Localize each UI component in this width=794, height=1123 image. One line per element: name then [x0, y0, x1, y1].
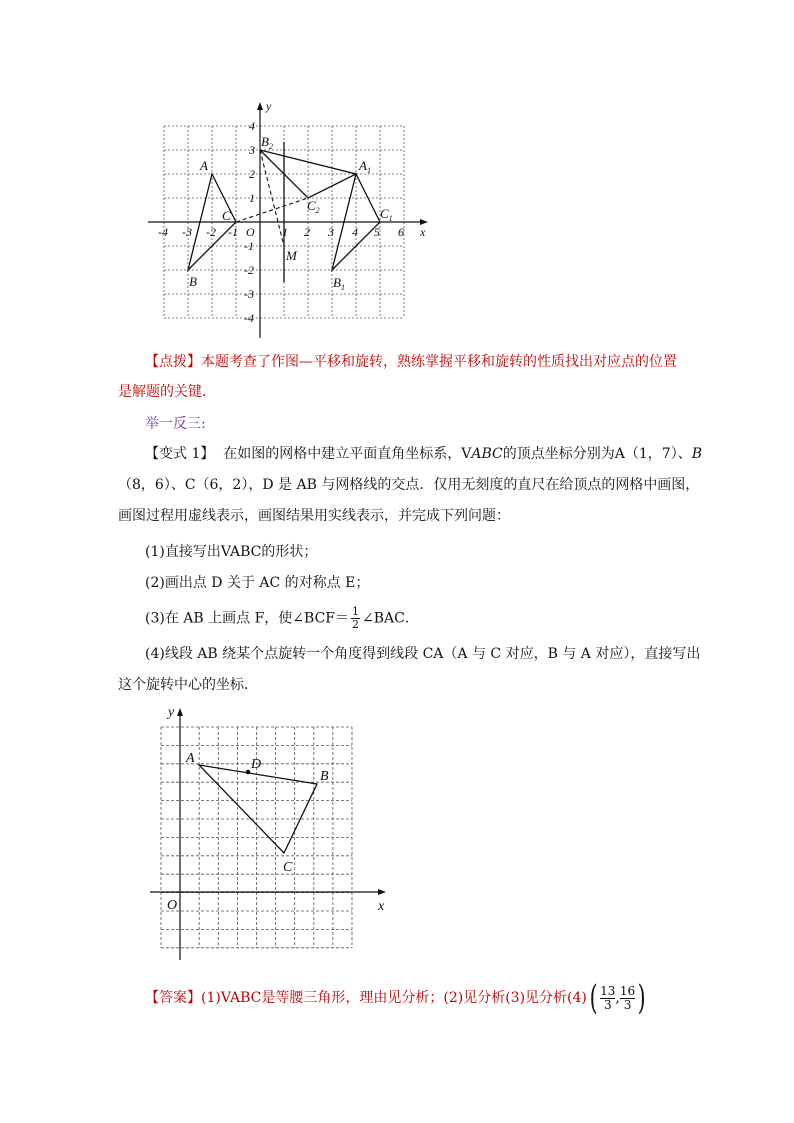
y-tick-label: 4 [249, 119, 255, 133]
answer-fraction-x: $\frac{13}{3}$ [600, 983, 616, 1012]
question-2: (2)画出点 D 关于 AC 的对称点 E； [145, 575, 370, 591]
point-label-a: A [200, 158, 208, 173]
y-tick-label: 3 [249, 143, 255, 157]
answer-line [145, 976, 648, 1020]
figure-2-coordinate-grid [145, 700, 405, 965]
y-tick-label: 2 [249, 167, 255, 181]
variant-line-2: （8，6）、C（6，2），D 是 AB 与网格线的交点．仅用无刻度的直尺在给顶点的网格中画图， [118, 477, 700, 493]
one-half-fraction: $\frac{1}{2}$ [352, 605, 359, 631]
question-4-line-2: 这个旋转中心的坐标． [118, 677, 258, 693]
q3-prefix: (3)在 AB 上画点 F，使∠BCF＝ [145, 610, 349, 627]
point-label-b2: $B_2$ [261, 134, 273, 151]
q1-triangle: VABC [220, 544, 262, 560]
question-4-line-1: (4)线段 AB 绕某个点旋转一个角度得到线段 CA（A 与 C 对应，B 与 A 对应），直接写出 [145, 646, 701, 662]
figure-1-coordinate-grid [140, 92, 440, 342]
x-tick-label: 6 [398, 225, 404, 239]
x-tick-label: 2 [304, 225, 310, 239]
x-tick-label: -2 [206, 225, 216, 239]
tip-line-1 [145, 352, 677, 372]
x-axis-label: x [420, 225, 426, 239]
section-title: 举一反三: [145, 416, 206, 432]
answer-right-paren: ) [637, 978, 646, 1018]
y-tick-label: -3 [244, 287, 254, 301]
q1-suffix: 的形状； [261, 544, 318, 560]
coord-a: A（1，7）、 [614, 446, 692, 462]
point-label-b: B [320, 769, 329, 784]
tip-line-2: 是解题的关键． [118, 384, 216, 400]
y-tick-label: -1 [244, 239, 254, 253]
y-tick-label: 1 [249, 191, 255, 205]
variant-text: 的顶点坐标分别为 [502, 446, 615, 462]
answer-text: 是等腰三角形，理由见分析；(2)见分析(3)见分析(4) [261, 990, 587, 1006]
x-tick-label: -4 [158, 225, 168, 239]
y-tick-label: -4 [244, 311, 254, 325]
answer-comma: , [615, 990, 620, 1006]
point-label-c2: $C_2$ [307, 198, 320, 215]
variant-text: 在如图的网格中建立平面直角坐标系， [223, 446, 462, 462]
variant-line-1 [145, 444, 702, 464]
point-label-b: B [189, 274, 197, 289]
x-tick-label: 3 [328, 225, 334, 239]
origin-label: O [246, 225, 255, 239]
q3-suffix: ∠BAC． [362, 610, 419, 627]
y-axis-label: y [168, 705, 175, 720]
question-1 [145, 542, 317, 562]
answer-triangle: VABC [220, 990, 262, 1006]
answer-text: (1) [201, 990, 221, 1006]
answer-left-paren: ( [589, 978, 598, 1018]
point-label-a: A [186, 751, 195, 766]
variant-tag: 【变式 1】 [145, 446, 215, 462]
origin-label: O [167, 898, 178, 913]
point-label-c: C [283, 860, 293, 875]
y-tick-label: -2 [244, 263, 254, 277]
x-tick-label: -1 [228, 225, 238, 239]
answer-tag: 【答案】 [145, 990, 201, 1006]
variant-line-3: 画图过程用虚线表示，画图结果用实线表示，并完成下列问题： [118, 508, 510, 524]
point-label-c: C [222, 208, 231, 223]
x-axis-label: x [378, 899, 385, 914]
y-axis-label: y [266, 99, 272, 113]
x-tick-label: 1 [282, 225, 288, 239]
point-label-d: D [251, 757, 262, 772]
point-label-b1: $B_1$ [333, 275, 345, 292]
answer-fraction-y: $\frac{16}{3}$ [619, 983, 636, 1012]
x-tick-label: 4 [352, 225, 358, 239]
point-label-a1: $A_1$ [359, 158, 371, 175]
x-tick-label: 5 [374, 225, 380, 239]
tip-tag: 【点拨】 [145, 354, 201, 370]
triangle-name: ABC [471, 446, 503, 462]
tip-text: 本题考查了作图—平移和旋转，熟练掌握平移和旋转的性质找出对应点的位置 [201, 354, 677, 370]
coord-b-label: B [691, 446, 702, 462]
point-label-c1: $C_1$ [380, 206, 393, 223]
x-tick-label: -3 [182, 225, 192, 239]
triangle-symbol: V [461, 446, 472, 462]
q1-prefix: (1)直接写出 [145, 544, 221, 560]
point-label-m: M [286, 248, 297, 263]
question-3 [145, 606, 419, 631]
